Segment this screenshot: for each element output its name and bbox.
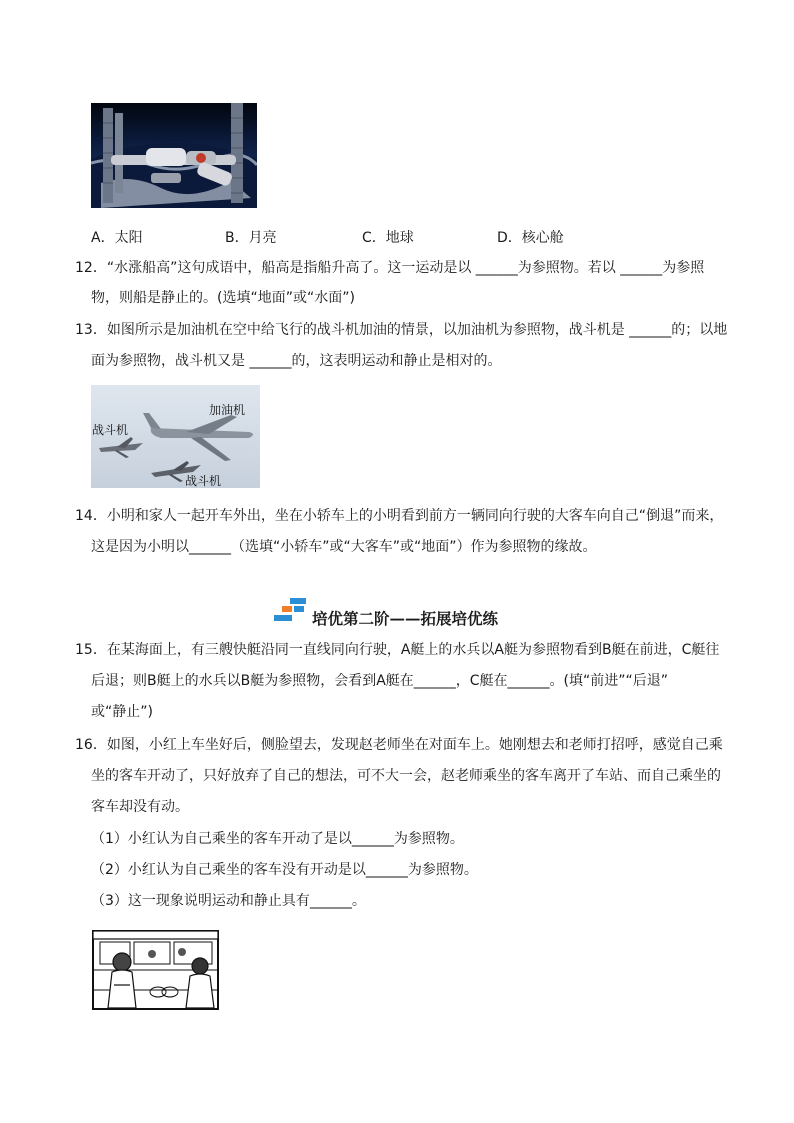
tanker-label: 加油机 xyxy=(209,403,246,417)
q14-line-2: 这是因为小明以______（选填“小轿车”或“大客车”或“地面”）作为参照物的缘故。 xyxy=(91,539,597,555)
q16-sub-2: （2）小红认为自己乘坐的客车没有开动是以______为参照物。 xyxy=(91,862,478,878)
q14-line-1: 14．小明和家人一起开车外出，坐在小轿车上的小明看到前方一辆同向行驶的大客车向自己“倒退”而来， xyxy=(75,508,724,524)
q12-line-2: 物，则船是静止的。(选填“地面”或“水面”) xyxy=(91,290,355,306)
q12-line-1: 12．“水涨船高”这句成语中，船高是指船升高了。这一运动是以 ______为参照物。若以 ______为参照 xyxy=(75,260,705,276)
section-title: 培优第二阶——拓展培优练 xyxy=(312,609,499,628)
q13-line-2: 面为参照物，战斗机又是 ______的，这表明运动和静止是相对的。 xyxy=(91,353,502,369)
q13-line-1: 13．如图所示是加油机在空中给飞行的战斗机加油的情景，以加油机为参照物，战斗机是 ______的；以地 xyxy=(75,322,728,338)
q15-line-2: 后退；则B艇上的水兵以B艇为参照物，会看到A艇在______，C艇在______。(填“前进”“后退” xyxy=(91,673,669,689)
option-c: C．地球 xyxy=(362,230,414,246)
fighter-bottom-label: 战斗机 xyxy=(185,474,222,488)
option-d: D．核心舱 xyxy=(497,230,564,246)
q15-line-1: 15．在某海面上，有三艘快艇沿同一直线同向行驶，A艇上的水兵以A艇为参照物看到B艇在前进，C艇往 xyxy=(75,642,720,658)
section-icon xyxy=(274,598,308,624)
bus-window-sketch xyxy=(92,930,219,1010)
space-station-image xyxy=(91,103,257,208)
refueling-image xyxy=(91,385,260,488)
q15-line-3: 或“静止”) xyxy=(91,704,153,720)
q16-sub-1: （1）小红认为自己乘坐的客车开动了是以______为参照物。 xyxy=(91,831,464,847)
q16-line-3: 客车却没有动。 xyxy=(91,799,189,815)
q16-line-2: 坐的客车开动了，只好放弃了自己的想法，可不大一会，赵老师乘坐的客车离开了车站、而自己乘坐的 xyxy=(91,768,721,784)
option-b: B．月亮 xyxy=(225,230,277,246)
q16-sub-3: （3）这一现象说明运动和静止具有______。 xyxy=(91,893,366,909)
q16-line-1: 16．如图，小红上车坐好后，侧脸望去，发现赵老师坐在对面车上。她刚想去和老师打招呼，感觉自己乘 xyxy=(75,737,723,753)
fighter-left-label: 战斗机 xyxy=(92,423,129,437)
option-a: A．太阳 xyxy=(91,230,143,246)
